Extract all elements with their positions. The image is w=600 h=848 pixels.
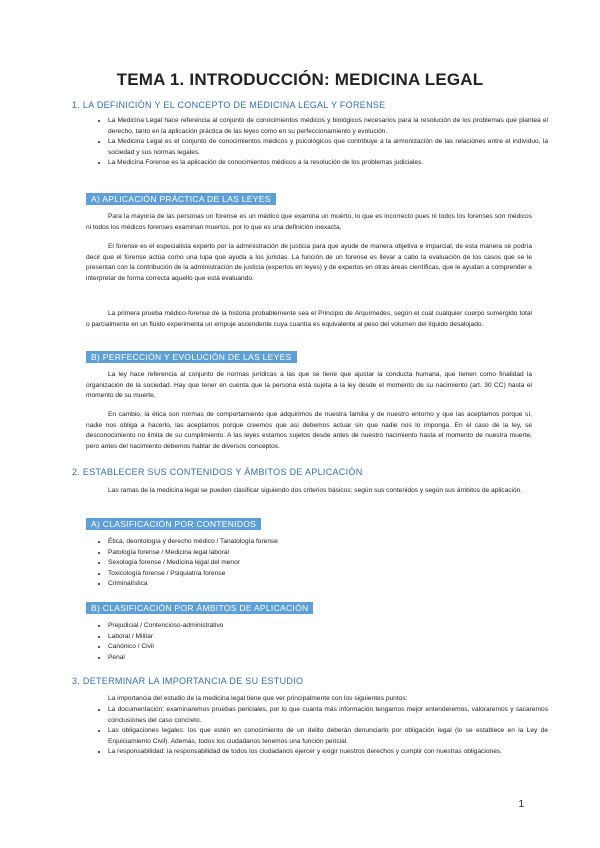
subsection-1b-heading: B) PERFECCIÓN Y EVOLUCIÓN DE LAS LEYES [86,351,297,363]
paragraph: La importancia del estudio de la medicina legal tiene que ver principalmente con los siguientes puntos: [108,695,408,702]
list-item: • Criminalística [108,579,548,590]
scope-classification-list [86,621,548,663]
paragraph: Para la mayoría de las personas un forense es un médico que examina un muerto, lo que es incorrecto pues ni todos los forenses son médicos ni todos los médicos forenses examinan muertos, por lo que es una definición inexacta. [86,213,532,231]
list-item: • Penal [108,653,548,664]
subsection-2b-heading: B) CLASIFICACIÓN POR ÁMBITOS DE APLICACIÓN [86,602,313,614]
list-item: • Ética, deontología y derecho médico / Tanatología forense [108,537,548,548]
list-item: • La Medicina Legal es el conjunto de conocimientos médicos y psicológicos que contribuye a la armonización de las relaciones entre el individuo, la sociedad y sus normas legales. [108,137,548,158]
list-item: • La documentación: examinaremos pruebas periciales, por lo que cuanta más información tengamos mejor entenderemos, valoraremos y sacaremos conclusiones del caso concreto. [108,705,548,726]
section-1-heading: 1. LA DEFINICIÓN Y EL CONCEPTO DE MEDICINA LEGAL Y FORENSE [72,100,386,110]
list-item: • La Medicina Legal hace referencia al conjunto de conocimientos médicos y biológicos necesarios para la resolución de los problemas que plantea el derecho, tanto en la aplicación práctica de las leyes como en su perfeccionamiento y evolución. [108,116,548,137]
importance-list [86,705,548,758]
list-item: • Toxicología forense / Psiquiatría forense [108,569,548,580]
paragraph: El forense es el especialista experto por la administración de justicia para que ayude de manera objetiva e imparcial, de esta manera se podría decir que el forense actúa como una lupa que ayuda a los juristas. La función de un forense es llevar a cabo la evaluación de los casos que se le presentan con la contribución de la administración de justicia (expertos en leyes) y de expertos en otras áreas científicas, que le ayudan a comprender e interpretar de forma correcta aquello que está evaluando. [86,243,532,282]
list-item: • Prejudicial / Contencioso-administrativo [108,621,548,632]
paragraph: Las ramas de la medicina legal se pueden clasificar siguiendo dos criterios básicos: según sus contenidos y según sus ámbitos de aplicación. [108,487,523,494]
section-1-bullet-list [86,116,548,169]
section-2-heading: 2. ESTABLECER SUS CONTENIDOS Y ÁMBITOS DE APLICACIÓN [72,467,363,477]
list-item: • Canónico / Civil [108,642,548,653]
paragraph: La primera prueba médico-forense de la historia probablemente sea el Principio de Arquímedes, según el cual cualquier cuerpo sumergido total o parcialmente en un fluido experimenta un empuje ascendente cuya cuantía es equivalente al peso del volumen del líquido desalojado. [86,310,532,328]
page-number: 1 [518,799,524,810]
list-item: • Las obligaciones legales: los que estén en conocimiento de un delito deberán denunciarlo por obligación legal (lo se establece en la Ley de Enjuiciamiento Civil). Además, todos los ciudadanos tenemos una función pericial. [108,726,548,747]
paragraph: La ley hace referencia al conjunto de normas jurídicas a las que se tiene que ajustar la conducta humana, que tienen como finalidad la organización de la sociedad. Hay que tener en cuenta que la persona está sujeta a la ley desde el momento de su nacimiento (art. 30 CC) hasta el momento de su muerte. [86,371,532,399]
list-item: • Patología forense / Medicina legal laboral [108,548,548,559]
list-item: • Laboral / Militar [108,632,548,643]
section-3-heading: 3. DETERMINAR LA IMPORTANCIA DE SU ESTUDIO [72,676,304,686]
list-item: • Sexología forense / Medicina legal del menor [108,558,548,569]
list-item: • La responsabilidad: la responsabilidad de todos los ciudadanos ejercer y exigir nuestros derechos y cumplir con nuestras obligaciones. [108,747,548,758]
document-title: TEMA 1. INTRODUCCIÓN: MEDICINA LEGAL [116,70,484,89]
subsection-2a-heading: A) CLASIFICACIÓN POR CONTENIDOS [86,518,261,530]
subsection-1a-heading: A) APLICACIÓN PRÁCTICA DE LAS LEYES [86,193,276,205]
contents-classification-list [86,537,548,590]
list-item: • La Medicina Forense es la aplicación de conocimientos médicos a la resolución de los problemas judiciales. [108,158,548,169]
paragraph: En cambio, la ética son normas de comportamiento que adquirimos de nuestra familia y de nuestro entorno y que las aceptamos porque sí, nadie nos obliga a hacerlo, las aceptamos porque creemos que así debemos actuar sin que nadie nos lo imponga. En el caso de la ley, se desconocimiento no limita de su cumplimiento. A las leyes estamos sujetos desde antes de nuestro nacimiento hasta el momento de nuestra muerte, pero antes del nacimiento debemos hablar de diversos conceptos. [86,411,532,450]
